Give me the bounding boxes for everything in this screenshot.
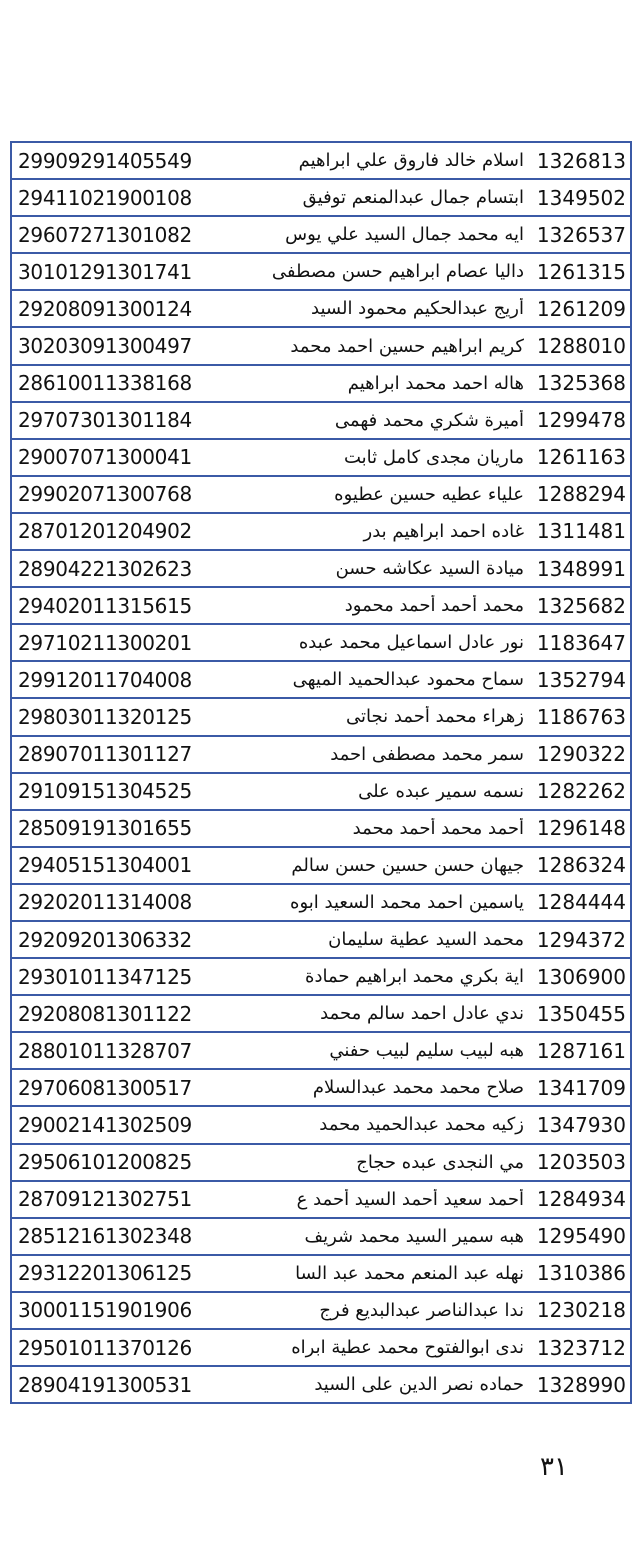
name-cell: ابتسام جمال عبدالمنعم توفيق bbox=[302, 187, 524, 209]
table-row bbox=[12, 1145, 630, 1182]
id-cell: 1310386 bbox=[536, 1261, 626, 1286]
id-cell: 1350455 bbox=[536, 1001, 626, 1026]
name-cell: صلاح محمد محمد عبدالسلام bbox=[312, 1077, 524, 1099]
name-cell: مي النجدى عبده حجاج bbox=[356, 1151, 524, 1173]
id-cell: 1284444 bbox=[536, 890, 626, 915]
name-cell: نور عادل اسماعيل محمد عبده bbox=[298, 632, 524, 654]
table-row bbox=[12, 885, 630, 922]
national-id-cell: 29501011370126 bbox=[18, 1335, 192, 1360]
name-cell: ايه محمد جمال السيد علي يوس bbox=[285, 224, 524, 246]
table-row bbox=[12, 1256, 630, 1293]
name-cell: محمد السيد عطية سليمان bbox=[328, 929, 524, 951]
national-id-cell: 28907011301127 bbox=[18, 742, 192, 767]
table-row bbox=[12, 699, 630, 736]
name-cell: أميرة شكري محمد فهمى bbox=[334, 409, 524, 431]
id-cell: 1348991 bbox=[536, 556, 626, 581]
table-row bbox=[12, 662, 630, 699]
name-cell: نسمه سمير عبده على bbox=[358, 780, 524, 802]
table-row bbox=[12, 254, 630, 291]
id-cell: 1287161 bbox=[536, 1038, 626, 1063]
id-cell: 1261315 bbox=[536, 259, 626, 284]
id-cell: 1290322 bbox=[536, 742, 626, 767]
national-id-cell: 29301011347125 bbox=[18, 964, 192, 989]
table-row bbox=[12, 403, 630, 440]
table-row bbox=[12, 848, 630, 885]
table-row bbox=[12, 1293, 630, 1330]
table-row bbox=[12, 143, 630, 180]
national-id-cell: 29202011314008 bbox=[18, 890, 192, 915]
name-cell: كريم ابراهيم حسين احمد محمد bbox=[290, 335, 524, 357]
id-cell: 1282262 bbox=[536, 779, 626, 804]
name-cell: غاده احمد ابراهيم بدر bbox=[363, 520, 524, 542]
table-row bbox=[12, 774, 630, 811]
table-row bbox=[12, 514, 630, 551]
table-row bbox=[12, 1107, 630, 1144]
id-cell: 1325682 bbox=[536, 593, 626, 618]
names-table bbox=[10, 141, 632, 1404]
national-id-cell: 28904221302623 bbox=[18, 556, 192, 581]
national-id-cell: 28509191301655 bbox=[18, 816, 192, 841]
name-cell: محمد أحمد أحمد محمود bbox=[344, 595, 524, 617]
id-cell: 1341709 bbox=[536, 1075, 626, 1100]
national-id-cell: 29912011704008 bbox=[18, 667, 192, 692]
id-cell: 1261163 bbox=[536, 445, 626, 470]
name-cell: زهراء محمد أحمد نجاتى bbox=[346, 706, 524, 728]
national-id-cell: 29312201306125 bbox=[18, 1261, 192, 1286]
id-cell: 1261209 bbox=[536, 296, 626, 321]
id-cell: 1349502 bbox=[536, 185, 626, 210]
table-row bbox=[12, 737, 630, 774]
name-cell: أحمد محمد أحمد محمد bbox=[352, 817, 524, 839]
national-id-cell: 29707301301184 bbox=[18, 408, 192, 433]
table-row bbox=[12, 440, 630, 477]
name-cell: ميادة السيد عكاشه حسن bbox=[335, 558, 524, 580]
national-id-cell: 30001151901906 bbox=[18, 1298, 192, 1323]
id-cell: 1288010 bbox=[536, 334, 626, 359]
national-id-cell: 29710211300201 bbox=[18, 630, 192, 655]
id-cell: 1328990 bbox=[536, 1372, 626, 1397]
id-cell: 1299478 bbox=[536, 408, 626, 433]
national-id-cell: 29506101200825 bbox=[18, 1150, 192, 1175]
id-cell: 1286324 bbox=[536, 853, 626, 878]
page-number: ٣١ bbox=[540, 1452, 568, 1482]
national-id-cell: 28512161302348 bbox=[18, 1224, 192, 1249]
table-row bbox=[12, 217, 630, 254]
table-row bbox=[12, 1219, 630, 1256]
name-cell: ندي عادل احمد سالم محمد bbox=[320, 1003, 524, 1025]
national-id-cell: 28904191300531 bbox=[18, 1372, 192, 1397]
name-cell: ندا عبدالناصر عبدالبديع فرج bbox=[319, 1299, 524, 1321]
id-cell: 1326537 bbox=[536, 222, 626, 247]
id-cell: 1306900 bbox=[536, 964, 626, 989]
national-id-cell: 28610011338168 bbox=[18, 371, 192, 396]
national-id-cell: 28701201204902 bbox=[18, 519, 192, 544]
name-cell: اسلام خالد فاروق علي ابراهيم bbox=[298, 150, 524, 172]
id-cell: 1288294 bbox=[536, 482, 626, 507]
national-id-cell: 29402011315615 bbox=[18, 593, 192, 618]
national-id-cell: 29607271301082 bbox=[18, 222, 192, 247]
table-row bbox=[12, 996, 630, 1033]
name-cell: زكيه محمد عبدالحميد محمد bbox=[319, 1114, 524, 1136]
name-cell: نهله عبد المنعم محمد عبد السا bbox=[295, 1262, 524, 1284]
table-row bbox=[12, 625, 630, 662]
national-id-cell: 29209201306332 bbox=[18, 927, 192, 952]
national-id-cell: 29208081301122 bbox=[18, 1001, 192, 1026]
national-id-cell: 29007071300041 bbox=[18, 445, 192, 470]
table-row bbox=[12, 366, 630, 403]
name-cell: سماح محمود عبدالحميد الميهى bbox=[292, 669, 524, 691]
table-row bbox=[12, 477, 630, 514]
table-row bbox=[12, 180, 630, 217]
name-cell: سمر محمد مصطفى احمد bbox=[330, 743, 524, 765]
name-cell: أريج عبدالحكيم محمود السيد bbox=[311, 298, 524, 320]
national-id-cell: 29909291405549 bbox=[18, 148, 192, 173]
name-cell: هبه سمير السيد محمد شريف bbox=[304, 1225, 524, 1247]
table-row bbox=[12, 959, 630, 996]
national-id-cell: 29411021900108 bbox=[18, 185, 192, 210]
national-id-cell: 28709121302751 bbox=[18, 1187, 192, 1212]
name-cell: ماريان مجدى كامل ثابت bbox=[344, 446, 524, 468]
name-cell: هبه لبيب سليم لبيب حفني bbox=[329, 1040, 524, 1062]
national-id-cell: 29902071300768 bbox=[18, 482, 192, 507]
id-cell: 1323712 bbox=[536, 1335, 626, 1360]
national-id-cell: 29208091300124 bbox=[18, 296, 192, 321]
table-row bbox=[12, 1182, 630, 1219]
id-cell: 1294372 bbox=[536, 927, 626, 952]
name-cell: داليا عصام ابراهيم حسن مصطفى bbox=[271, 261, 524, 283]
id-cell: 1352794 bbox=[536, 667, 626, 692]
national-id-cell: 30203091300497 bbox=[18, 334, 192, 359]
national-id-cell: 29002141302509 bbox=[18, 1112, 192, 1137]
table-row bbox=[12, 551, 630, 588]
name-cell: جيهان حسن حسين حسن سالم bbox=[291, 854, 524, 876]
id-cell: 1325368 bbox=[536, 371, 626, 396]
table-row bbox=[12, 1330, 630, 1367]
id-cell: 1183647 bbox=[536, 630, 626, 655]
name-cell: علياء عطيه حسين عطيوه bbox=[334, 483, 524, 505]
national-id-cell: 29109151304525 bbox=[18, 779, 192, 804]
id-cell: 1311481 bbox=[536, 519, 626, 544]
national-id-cell: 29803011320125 bbox=[18, 704, 192, 729]
id-cell: 1326813 bbox=[536, 148, 626, 173]
national-id-cell: 29706081300517 bbox=[18, 1075, 192, 1100]
id-cell: 1186763 bbox=[536, 704, 626, 729]
id-cell: 1347930 bbox=[536, 1112, 626, 1137]
table-row bbox=[12, 1033, 630, 1070]
table-row bbox=[12, 922, 630, 959]
table-row bbox=[12, 291, 630, 328]
name-cell: ندى ابوالفتوح محمد عطية ابراه bbox=[291, 1337, 524, 1359]
table-row bbox=[12, 588, 630, 625]
national-id-cell: 29405151304001 bbox=[18, 853, 192, 878]
table-row bbox=[12, 1367, 630, 1404]
id-cell: 1284934 bbox=[536, 1187, 626, 1212]
id-cell: 1295490 bbox=[536, 1224, 626, 1249]
id-cell: 1296148 bbox=[536, 816, 626, 841]
id-cell: 1203503 bbox=[536, 1150, 626, 1175]
name-cell: هاله احمد محمد ابراهيم bbox=[347, 372, 524, 394]
name-cell: حماده نصر الدين على السيد bbox=[314, 1374, 524, 1396]
name-cell: أحمد سعيد أحمد السيد أحمد ع bbox=[296, 1188, 524, 1210]
id-cell: 1230218 bbox=[536, 1298, 626, 1323]
national-id-cell: 28801011328707 bbox=[18, 1038, 192, 1063]
table-row bbox=[12, 1070, 630, 1107]
table-row bbox=[12, 811, 630, 848]
table-row bbox=[12, 328, 630, 365]
national-id-cell: 30101291301741 bbox=[18, 259, 192, 284]
name-cell: ياسمين احمد محمد السعيد ابوه bbox=[290, 891, 524, 913]
name-cell: اية بكري محمد ابراهيم حمادة bbox=[305, 966, 524, 988]
